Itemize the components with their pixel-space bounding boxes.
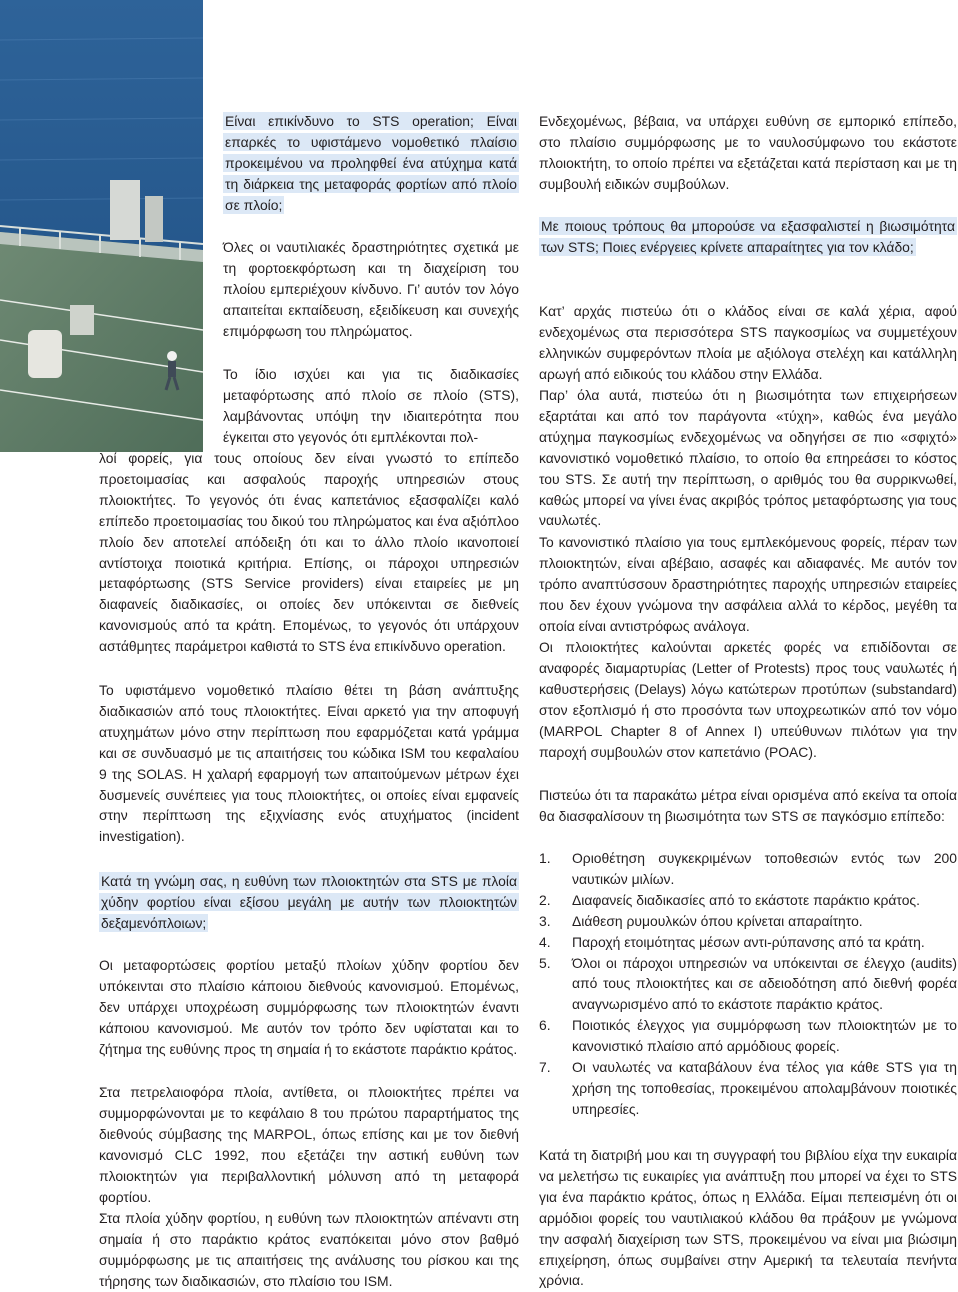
list-item: 6. Ποιοτικός έλεγχος για συμμόρφωση των πλοιοκτητών με το κανονιστικό πλαίσιο από αρμόδιους φορείς. [539, 1017, 957, 1055]
answer-2-paragraph-3: Στα πλοία χύδην φορτίου, η ευθύνη των πλοιοκτητών απέναντι στη σημαία ή στο παράκτιο κράτος εναπόκειται μόνο στον βαθμό συμμόρφωσης με τις απαιτήσεις της ανάλυσης του ρίσκου και της τήρησης των διαδικασιών, στο πλαίσιο του ISM. [99, 1210, 519, 1289]
ship-deck-illustration [0, 0, 203, 452]
question-2 [99, 871, 519, 934]
closing-paragraph: Κατά τη διατριβή μου και τη συγγραφή του βιβλίου είχα την ευκαιρία να μελετήσω τις ευκαιρίες για ανάπτυξη που μπορεί να έχει το STS για ένα παράκτιο κράτος, όπως η Ελλάδα. Είμαι πεπεισμένη ότι οι αρμόδιοι φορείς του ναυτιλιακού κλάδου θα πράξουν με γνώμονα την ασφαλή διαχείριση των STS, προκειμένου να είναι μια βιώσιμη επιχείρηση, όπως συμβαίνει στην Αμερική τα τελευταία πενήντα χρόνια. [539, 1147, 957, 1289]
list-item: 4. Παροχή ετοιμότητας μέσων αντι-ρύπανσης από τα κράτη. [539, 933, 925, 950]
list-item: 7. Οι ναυλωτές να καταβάλουν ένα τέλος για κάθε STS για τη χρήση της τοποθεσίας, προκειμένου απολαμβάνουν ποιοτικές υπηρεσίες. [539, 1059, 957, 1117]
list-item: 3. Διάθεση ρυμουλκών όπου κρίνεται απαραίτητο. [539, 912, 863, 929]
list-item: 1. Οριοθέτηση συγκεκριμένων τοποθεσιών εντός των 200 ναυτικών μιλίων. [539, 850, 957, 887]
answer-2-paragraph-1: Οι μεταφορτώσεις φορτίου μεταξύ πλοίων χύδην φορτίου δεν υπόκεινται στο πλαίσιο κάποιου διεθνούς κανονισμού. Επομένως, δεν υπάρχει υποχρέωση συμμόρφωσης των πλοιοκτητών έναντι κάποιου κανονισμού. Με αυτόν τον τρόπο δεν υφίσταται και το ζήτημα της ευθύνης προς τη σημαία ή το εκάστοτε παράκτιο κράτος. [99, 957, 519, 1057]
answer-1-paragraph-2-intro: Το ίδιο ισχύει και για τις διαδικασίες μεταφόρτωσης από πλοίο σε πλοίο (STS), λαμβάνοντας υπόψη την ιδιαιτερότητα που έγκειται στο γεγονός ότι εμπλέκονται πολ- [223, 366, 519, 445]
answer-2-paragraph-4: Ενδεχομένως, βέβαια, να υπάρχει ευθύνη σε εμπορικό επίπεδο, στο πλαίσιο συμμόρφωσης με το ναυλοσύμφωνο του εκάστοτε πλοιοκτήτη, το οποίο πρέπει να εξετάζεται κατά περίσταση και με τη συμβουλή ειδικών συμβούλων. [539, 113, 957, 192]
answer-3-paragraph-4: Οι πλοιοκτήτες καλούνται αρκετές φορές να επιδίδονται σε αναφορές διαμαρτυρίας (Letter of Protests) προς τους ναυλωτές ή καθυστερήσεις (Delays) λόγω κατώτερων προτύπων (substandard) στον εξοπλισμό ή στο προσόντα των υποχρεωτικών από τον νόμο (MARPOL Chapter 8 of Annex I) υπεύθυνων πιλότων για την παροχή συμβουλών στον καπετάνιο (POAC). [539, 639, 957, 760]
answer-1-paragraph-2: λοί φορείς, για τους οποίους δεν είναι γνωστό το επίπεδο προετοιμασίας και ασφαλούς παροχής υπηρεσιών στους πλοιοκτήτες. Το γεγονός ότι ένας καπετάνιος εξασφαλίζει καλό επίπεδο προετοιμασίας του δικού του πληρώματος και ένα αξιόπλοο πλοίο δεν αποτελεί απόδειξη ότι και το άλλο πλοίο ικανοποιεί αντίστοιχα ποιοτικά κριτήρια. Επίσης, οι πάροχοι υπηρεσιών μεταφόρτωσης (STS Service providers) είναι εταιρείες με μη διαφανείς διαδικασίες, οι οποίες δεν υπόκεινται σε διεθνείς κανονισμούς από τα κράτη. Επομένως, το γεγονός ότι υπάρχουν αστάθμητες παράμετροι καθιστά το STS ένα επικίνδυνο operation. [99, 450, 519, 655]
list-item: 2. Διαφανείς διαδικασίες από το εκάστοτε παράκτιο κράτος. [539, 891, 920, 908]
question-1-text: Είναι επικίνδυνο το STS operation; Είναι επαρκές το υφιστάμενο νομοθετικό πλαίσιο προκειμένου να προληφθεί ένα ατύχημα κατά τη διάρκεια της μεταφοράς φορτίων από πλοίο σε πλοίο; [225, 113, 517, 213]
question-3-text: Με ποιους τρόπους θα μπορούσε να εξασφαλιστεί η βιωσιμότητα των STS; Ποιες ενέργειες κρίνετε απαραίτητες για τον κλάδο; [541, 218, 955, 255]
answer-3-paragraph-2: Παρ’ όλα αυτά, πιστεύω ότι η βιωσιμότητα των επιχειρήσεων εξαρτάται και από τον παράγοντα «τύχη», καθώς ένα μεγάλο ατύχημα παγκοσμίως ενδεχομένως να οδηγήσει σε πιο «σφιχτό» κανονιστικό νομοθετικό πλαίσιο, το οποίο θα επηρεάσει το κόστος του STS. Σε αυτή την περίπτωση, ο αριθμός του θα συρρικνωθεί, καθώς μπορεί να γίνει ένας ακριβός τρόπος μεταφόρτωσης για τους ναυλωτές. [539, 387, 957, 529]
answer-3-paragraph-1: Κατ’ αρχάς πιστεύω ότι ο κλάδος είναι σε καλά χέρια, αφού ενδεχομένως στα περισσότερα STS παγκοσμίως να συμμετέχουν ελληνικών συμφερόντων πλοία με αξιόλογα στελέχη και κατάλληλη αρωγή από ειδικούς του κλάδου στην Ελλάδα. [539, 303, 957, 382]
measures-list [539, 848, 957, 1120]
answer-1-paragraph-3: Το υφιστάμενο νομοθετικό πλαίσιο θέτει τη βάση ανάπτυξης διαδικασιών από τους πλοιοκτήτες. Είναι αρκετό για την αποφυγή ατυχημάτων μόνο στην περίπτωση που εφαρμόζεται κατά γράμμα και σε συνδυασμό με τις απαιτήσεις του κώδικα ISM του κεφαλαίου 9 της SOLAS. Η χαλαρή εφαρμογή των απαιτούμενων μέτρων έχει δυσμενείς συνέπειες για τους πλοιοκτήτες, οι οποίες είναι εμφανείς στην περίπτωση της εξιχνίασης ενός ατυχήματος (incident investigation). [99, 682, 519, 845]
question-1 [223, 111, 519, 216]
list-item: 5. Όλοι οι πάροχοι υπηρεσιών να υπόκεινται σε έλεγχο (audits) από τους πλοιοκτήτες και σε αδειοδότηση από διεθνή φορέα αναγνωρισμένο από το εκάστοτε παράκτιο κράτος. [539, 954, 957, 1013]
question-2-text: Κατά τη γνώμη σας, η ευθύνη των πλοιοκτητών στα STS με πλοία χύδην φορτίου είναι εξίσου μεγάλη με αυτήν των πλοιοκτητών δεξαμενόπλοιων; [101, 873, 517, 931]
question-3 [539, 216, 957, 258]
answer-3-paragraph-3: Το κανονιστικό πλαίσιο για τους εμπλεκόμενους φορείς, πέραν των πλοιοκτητών, είναι αβέβαιο, ασαφές και αδιαφανές. Με αυτόν τον τρόπο αναπτύσσουν δραστηριότητες παροχής υπηρεσιών εταιρείες που δεν έχουν γνώμονα την ασφάλεια αλλά το κέρδος, μεγέθη τα οποία είναι αντιστρόφως ανάλογα. [539, 534, 957, 634]
answer-1-paragraph-1: Όλες οι ναυτιλιακές δραστηριότητες σχετικά με τη φορτοεκφόρτωση και τη διαχείριση του πλοίου εμπεριέχουν κίνδυνο. Γι’ αυτόν τον λόγο απαιτείται εκπαίδευση, εξειδίκευση και συνεχής επιμόρφωση του πληρώματος. [223, 239, 519, 339]
answer-3-paragraph-5: Πιστεύω ότι τα παρακάτω μέτρα είναι ορισμένα από εκείνα τα οποία θα διασφαλίσουν τη βιωσιμότητα των STS σε παγκόσμιο επίπεδο: [539, 787, 957, 824]
answer-2-paragraph-2: Στα πετρελαιοφόρα πλοία, αντίθετα, οι πλοιοκτήτες πρέπει να συμμορφώνονται με το κεφάλαιο 8 του πρώτου παραρτήματος της διεθνούς σύμβασης της MARPOL, όπως επίσης και με τον διεθνή κανονισμό CLC 1992, που εξετάζει την αστική ευθύνη των πλοιοκτητών για περιβαλλοντική μόλυνση από τη μεταφορά φορτίου. [99, 1084, 519, 1205]
ship-deck-photo [0, 0, 203, 452]
